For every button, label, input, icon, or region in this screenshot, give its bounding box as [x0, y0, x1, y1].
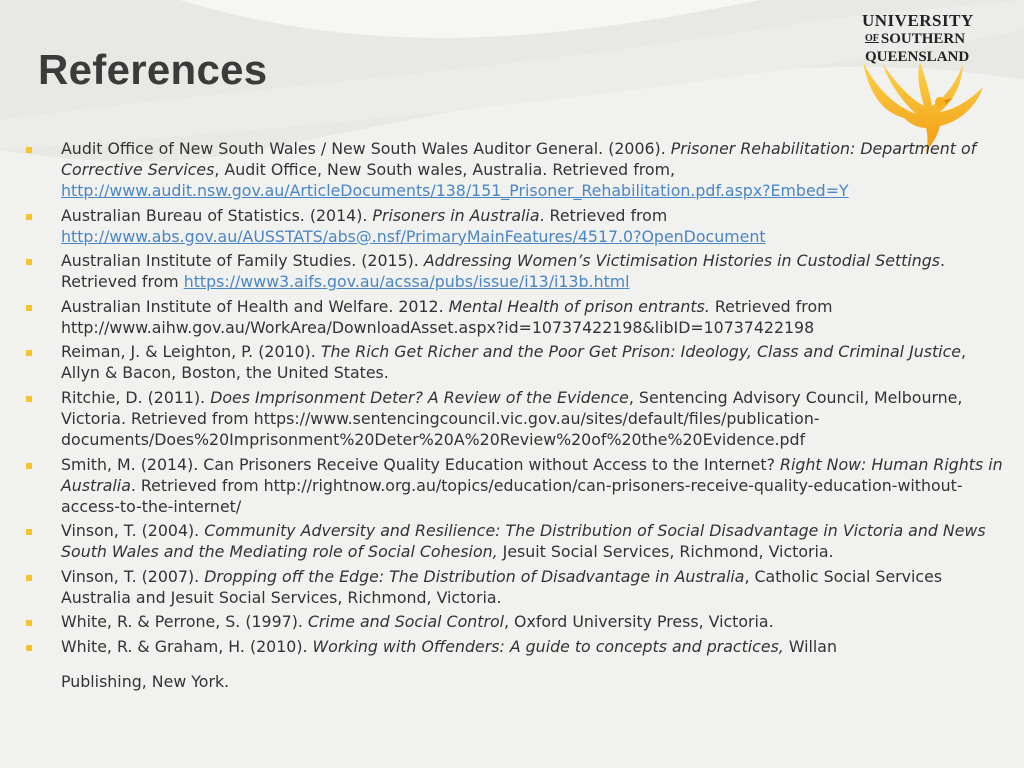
bullet-icon — [26, 575, 32, 581]
reference-item: Australian Bureau of Statistics. (2014). Prisoners in Australia. Retrieved from http://www.abs.gov.au/AUSSTATS/abs@.nsf/PrimaryMainFeatures/4517.0?OpenDocument — [22, 205, 1007, 247]
logo-line-university: UNIVERSITY — [862, 11, 974, 30]
reference-link[interactable]: https://www3.aifs.gov.au/acssa/pubs/issue/i13/i13b.html — [183, 272, 630, 292]
reference-item: Ritchie, D. (2011). Does Imprisonment Deter? A Review of the Evidence, Sentencing Advisory Council, Melbourne, Victoria. Retrieved from https://www.sentencingcouncil.vic.gov.au/sites/default/files/publication-documents/Does%20Imprisonment%20Deter%20A%20Review%20of%20the%20Evidence.pdf — [22, 387, 1007, 450]
bullet-icon — [26, 350, 32, 356]
reference-item: Audit Office of New South Wales / New South Wales Auditor General. (2006). Prisoner Rehabilitation: Department of Corrective Services, Audit Office, New South wales, Australia. Retrieved from, http://www.audit.nsw.gov.au/ArticleDocuments/138/151_Prisoner_Rehabilitation.pdf.aspx?Embed=Y — [22, 138, 1007, 201]
reference-link[interactable]: http://www.abs.gov.au/AUSSTATS/abs@.nsf/PrimaryMainFeatures/4517.0?OpenDocument — [61, 226, 766, 246]
page-title: References — [38, 46, 268, 93]
reference-item: Vinson, T. (2007). Dropping off the Edge: The Distribution of Disadvantage in Australia, Catholic Social Services Australia and Jesuit Social Services, Richmond, Victoria. — [22, 566, 1007, 608]
university-logo-text — [862, 12, 992, 65]
bullet-icon — [26, 620, 32, 626]
reference-item: Smith, M. (2014). Can Prisoners Receive Quality Education without Access to the Internet? Right Now: Human Rights in Australia. Retrieved from http://rightnow.org.au/topics/education/can-prisoners-receive-quality-education-without-access-to-the-internet/ — [22, 454, 1007, 517]
reference-item: Reiman, J. & Leighton, P. (2010). The Rich Get Richer and the Poor Get Prison: Ideology, Class and Criminal Justice, Allyn & Bacon, Boston, the United States. — [22, 341, 1007, 383]
reference-continuation: Publishing, New York. — [61, 671, 230, 691]
bullet-icon — [26, 463, 32, 469]
logo-line-queensland: QUEENSLAND — [865, 49, 970, 65]
bullet-icon — [26, 645, 32, 651]
reference-item: Australian Institute of Health and Welfare. 2012. Mental Health of prison entrants. Retrieved from http://www.aihw.gov.au/WorkArea/DownloadAsset.aspx?id=10737422198&libID=10737422198 — [22, 296, 1007, 338]
reference-link[interactable]: http://www.audit.nsw.gov.au/ArticleDocuments/138/151_Prisoner_Rehabilitation.pdf.aspx?Embed=Y — [61, 181, 849, 200]
bullet-icon — [26, 214, 32, 220]
reference-item: Vinson, T. (2004). Community Adversity and Resilience: The Distribution of Social Disadvantage in Victoria and News South Wales and the Mediating role of Social Cohesion, Jesuit Social Services, Richmond, Victoria. — [22, 520, 1007, 562]
references-list — [22, 138, 1007, 696]
reference-item: White, R. & Perrone, S. (1997). Crime and Social Control, Oxford University Press, Victoria. — [22, 611, 1007, 632]
bullet-icon — [26, 259, 32, 265]
bullet-icon — [26, 529, 32, 535]
reference-item: Australian Institute of Family Studies. (2015). Addressing Women’s Victimisation Histories in Custodial Settings. Retrieved from https://www3.aifs.gov.au/acssa/pubs/issue/i13/i13b.html — [22, 250, 1007, 292]
reference-item: White, R. & Graham, H. (2010). Working with Offenders: A guide to concepts and practices, Willan Publishing, New York. — [22, 636, 1007, 692]
bullet-icon — [26, 305, 32, 311]
logo-of: OF — [865, 33, 879, 44]
bullet-icon — [26, 396, 32, 402]
logo-line-southern: OF SOUTHERN — [865, 31, 966, 47]
bullet-icon — [26, 147, 32, 153]
